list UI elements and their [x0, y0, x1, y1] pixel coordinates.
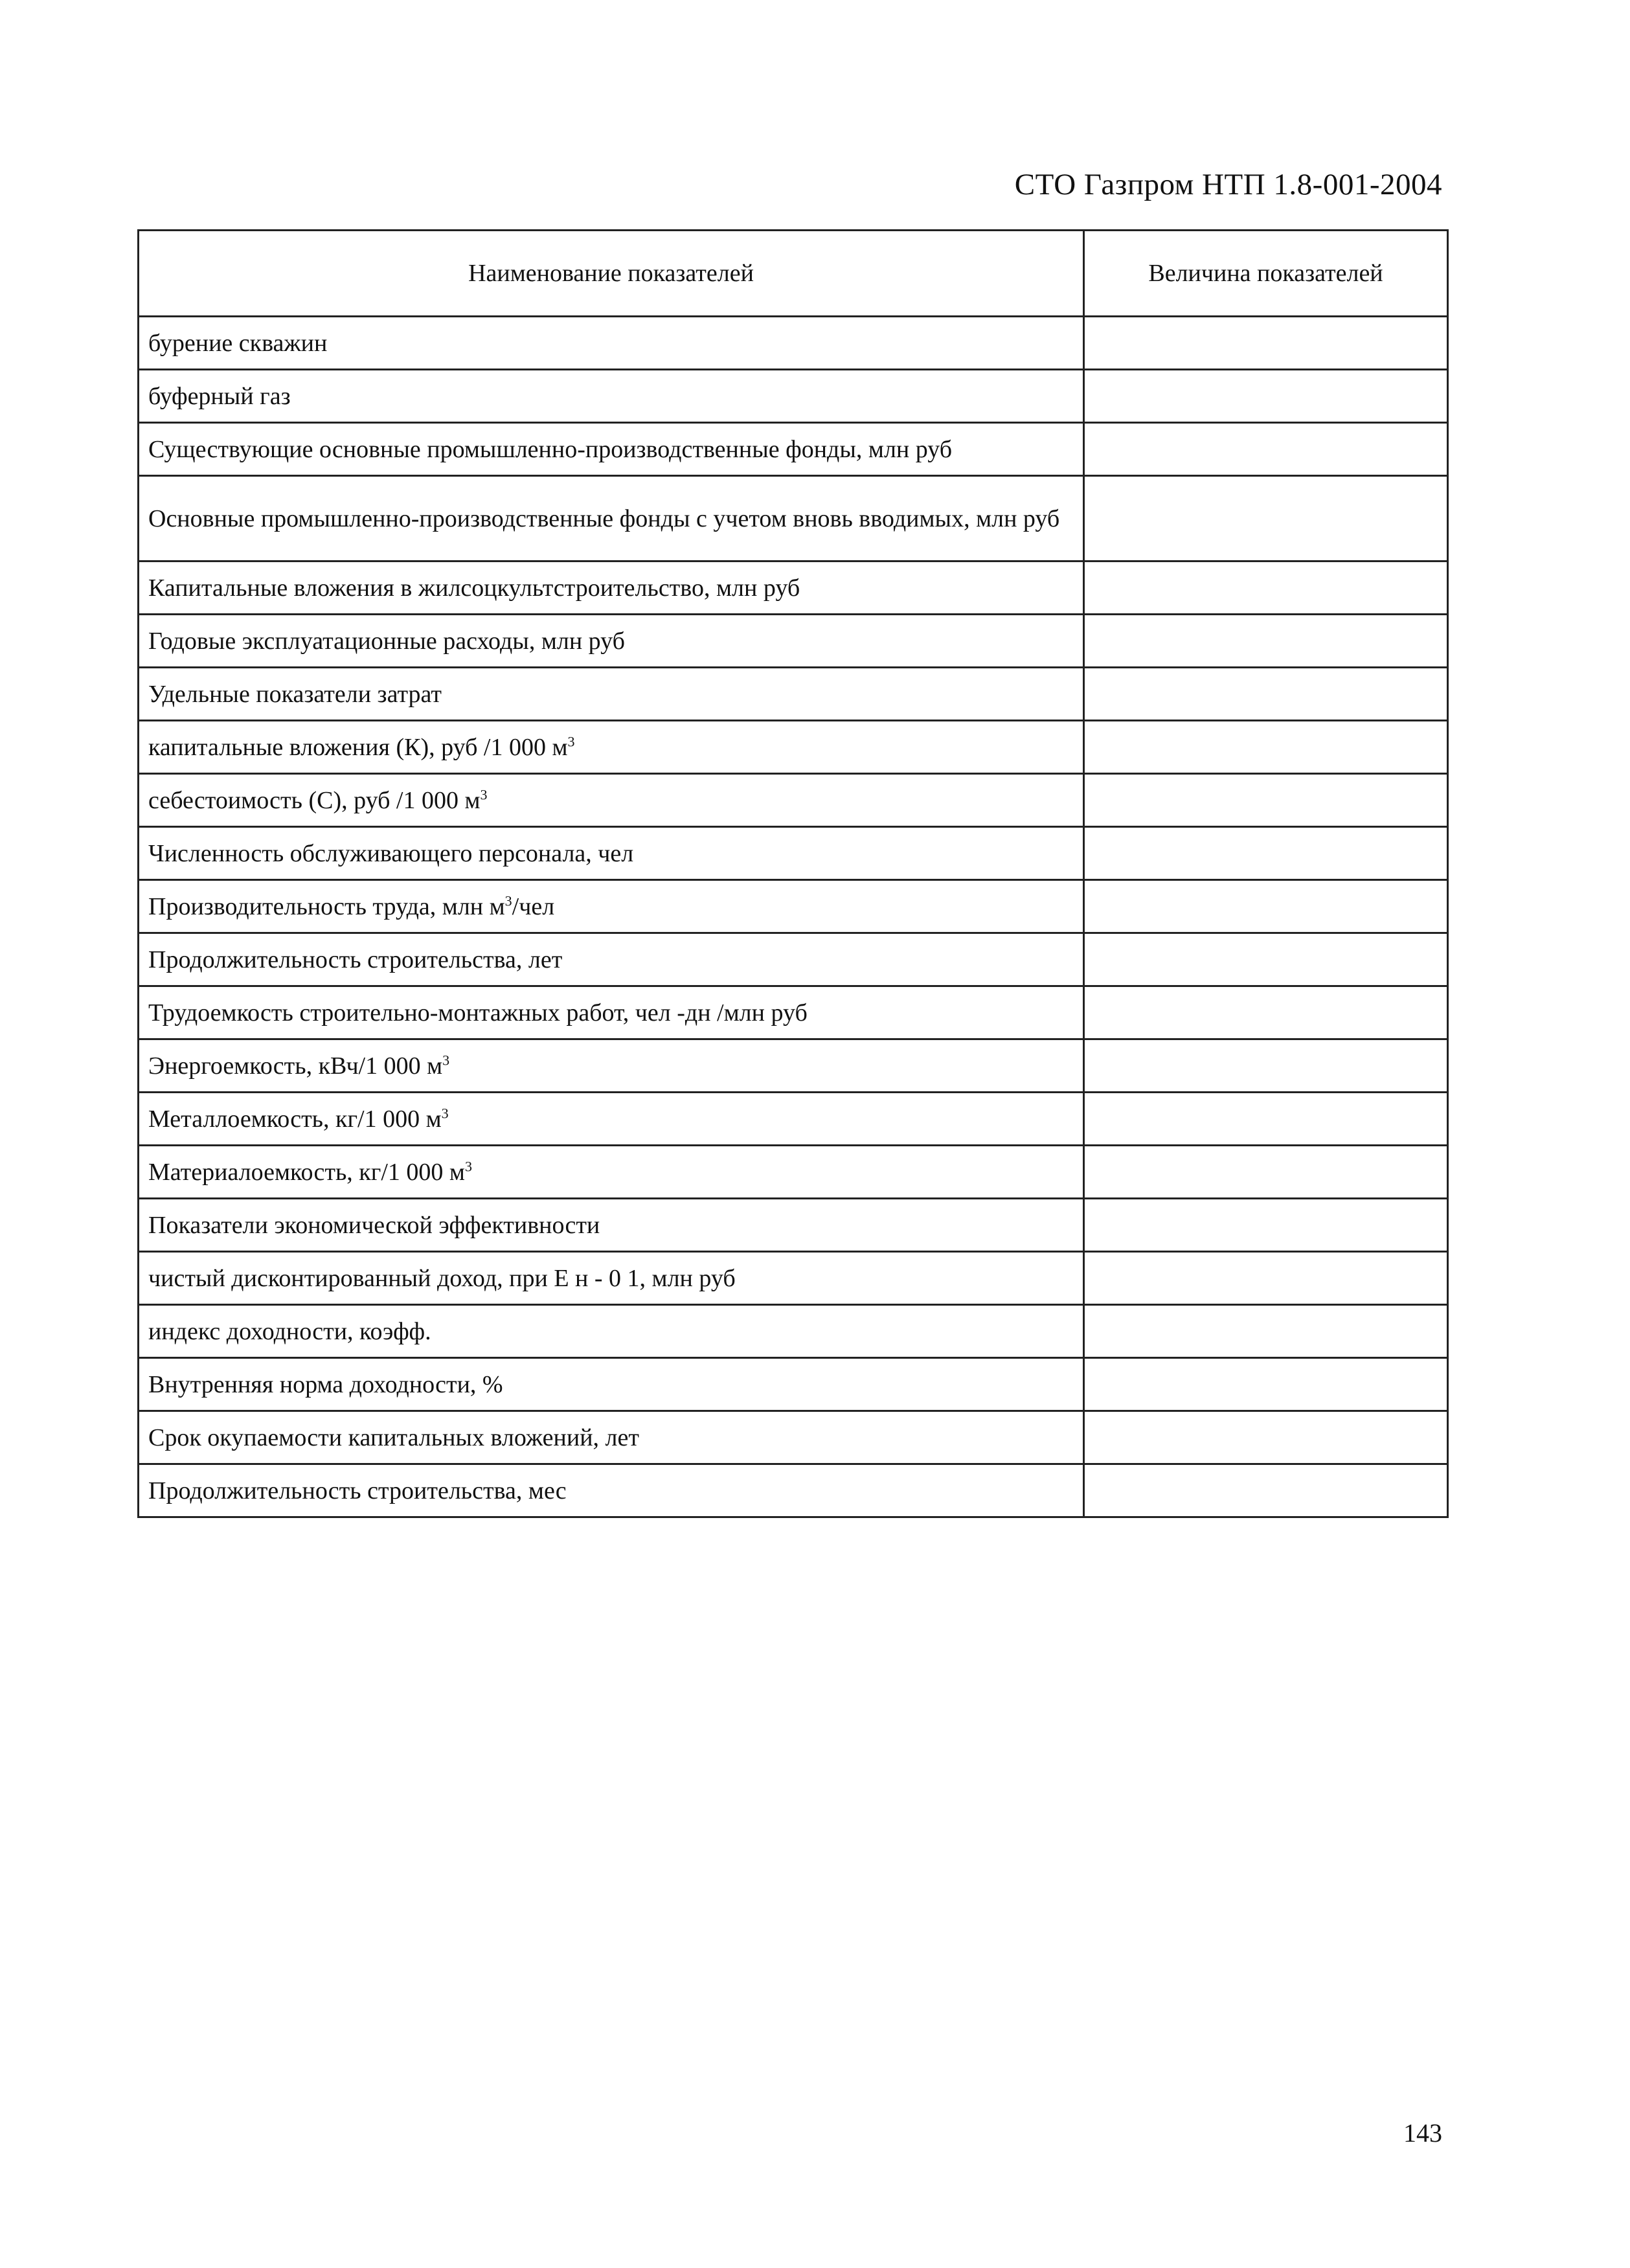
- indicator-value-cell[interactable]: [1084, 1305, 1448, 1358]
- unit-exponent: 3: [480, 786, 488, 802]
- indicator-name-cell: [139, 317, 1084, 370]
- table-row: [139, 370, 1448, 423]
- table-row: [139, 986, 1448, 1039]
- indicator-name: чистый дисконтированный доход, при Е н - 0 1, млн руб: [148, 1264, 736, 1292]
- indicator-name-cell: [139, 1305, 1084, 1358]
- table-row: [139, 1358, 1448, 1411]
- table-row: [139, 1252, 1448, 1305]
- indicator-name: Продолжительность строительства, мес: [148, 1477, 567, 1504]
- indicator-name: Материалоемкость, кг/1 000 м: [148, 1158, 465, 1186]
- unit-exponent: 3: [464, 1157, 472, 1174]
- indicator-name: буферный газ: [148, 382, 291, 410]
- table-row: [139, 933, 1448, 986]
- indicator-value-cell[interactable]: [1084, 561, 1448, 615]
- indicator-value-cell[interactable]: [1084, 827, 1448, 880]
- indicator-name: Срок окупаемости капитальных вложений, лет: [148, 1423, 639, 1451]
- table-row: [139, 827, 1448, 880]
- table-row: [139, 1411, 1448, 1464]
- indicator-value-cell[interactable]: [1084, 880, 1448, 933]
- indicator-value-cell[interactable]: [1084, 721, 1448, 774]
- indicator-value-cell[interactable]: [1084, 1464, 1448, 1517]
- indicator-name-cell: [139, 1411, 1084, 1464]
- unit-exponent: 3: [442, 1051, 450, 1068]
- indicator-value-cell[interactable]: [1084, 986, 1448, 1039]
- indicator-name-cell: [139, 880, 1084, 933]
- indicator-name: Показатели экономической эффективности: [148, 1211, 600, 1239]
- table-row: [139, 721, 1448, 774]
- indicator-value-cell[interactable]: [1084, 423, 1448, 476]
- table-row: [139, 476, 1448, 561]
- indicator-name: индекс доходности, коэфф.: [148, 1317, 431, 1345]
- indicator-name: Удельные показатели затрат: [148, 680, 442, 708]
- indicator-name-cell: [139, 986, 1084, 1039]
- table-row: [139, 1039, 1448, 1093]
- table-row: [139, 317, 1448, 370]
- indicators-table-container: [137, 229, 1447, 1518]
- indicator-name-cell: [139, 1093, 1084, 1146]
- indicator-value-cell[interactable]: [1084, 1146, 1448, 1199]
- table-row: [139, 561, 1448, 615]
- unit-exponent: 3: [441, 1104, 449, 1121]
- indicator-name: Годовые эксплуатационные расходы, млн руб: [148, 627, 625, 655]
- indicator-value-cell[interactable]: [1084, 615, 1448, 668]
- indicator-name: Металлоемкость, кг/1 000 м: [148, 1105, 442, 1133]
- indicator-name: бурение скважин: [148, 329, 328, 357]
- indicator-name: Трудоемкость строительно-монтажных работ, чел -дн /млн руб: [148, 999, 808, 1026]
- indicator-name-cell: [139, 1358, 1084, 1411]
- indicator-value-cell[interactable]: [1084, 668, 1448, 721]
- table-row: [139, 1464, 1448, 1517]
- indicators-table: [137, 229, 1449, 1518]
- indicator-value-cell[interactable]: [1084, 1411, 1448, 1464]
- page-number: 143: [1403, 2118, 1442, 2148]
- indicator-name: Основные промышленно-производственные фонды с учетом вновь вводимых, млн руб: [148, 505, 1060, 532]
- indicator-name-cell: [139, 774, 1084, 827]
- indicator-name-cell: [139, 668, 1084, 721]
- indicator-value-cell[interactable]: [1084, 1252, 1448, 1305]
- indicator-name-cell: [139, 1464, 1084, 1517]
- indicator-value-cell[interactable]: [1084, 1358, 1448, 1411]
- indicator-value-cell[interactable]: [1084, 317, 1448, 370]
- indicator-value-cell[interactable]: [1084, 1199, 1448, 1252]
- indicator-name: Энергоемкость, кВч/1 000 м: [148, 1052, 443, 1080]
- indicator-name-cell: [139, 933, 1084, 986]
- indicator-name-cell: [139, 370, 1084, 423]
- indicator-name: Существующие основные промышленно-производственные фонды, млн руб: [148, 435, 953, 463]
- column-header-name: Наименование показателей: [139, 231, 1084, 317]
- indicator-name-cell: [139, 1039, 1084, 1093]
- indicator-value-cell[interactable]: [1084, 774, 1448, 827]
- document-code: СТО Газпром НТП 1.8-001-2004: [1014, 168, 1442, 201]
- table-body: [139, 317, 1448, 1517]
- unit-exponent: 3: [567, 732, 575, 749]
- table-row: [139, 668, 1448, 721]
- indicator-name-cell: [139, 1199, 1084, 1252]
- indicator-name: Производительность труда, млн м: [148, 892, 505, 920]
- indicator-name-cell: [139, 423, 1084, 476]
- table-row: [139, 1093, 1448, 1146]
- indicator-name-cell: [139, 1146, 1084, 1199]
- indicator-name: Капитальные вложения в жилсоцкультстроительство, млн руб: [148, 574, 800, 602]
- table-row: [139, 1305, 1448, 1358]
- indicator-value-cell[interactable]: [1084, 476, 1448, 561]
- indicator-value-cell[interactable]: [1084, 1039, 1448, 1093]
- indicator-name-cell: [139, 476, 1084, 561]
- indicator-value-cell[interactable]: [1084, 933, 1448, 986]
- table-row: [139, 1146, 1448, 1199]
- indicator-name-cell: [139, 721, 1084, 774]
- unit-exponent: 3: [504, 892, 512, 909]
- indicator-name-cell: [139, 561, 1084, 615]
- indicator-value-cell[interactable]: [1084, 1093, 1448, 1146]
- indicator-name: капитальные вложения (К), руб /1 000 м: [148, 733, 568, 761]
- column-header-value: Величина показателей: [1084, 231, 1448, 317]
- indicator-name-cell: [139, 615, 1084, 668]
- indicator-name-suffix: /чел: [512, 892, 555, 920]
- table-row: [139, 615, 1448, 668]
- table-header-row: [139, 231, 1448, 317]
- indicator-value-cell[interactable]: [1084, 370, 1448, 423]
- table-row: [139, 774, 1448, 827]
- table-row: [139, 423, 1448, 476]
- table-row: [139, 880, 1448, 933]
- indicator-name-cell: [139, 827, 1084, 880]
- indicator-name: Численность обслуживающего персонала, чел: [148, 839, 634, 867]
- indicator-name-cell: [139, 1252, 1084, 1305]
- indicator-name: себестоимость (С), руб /1 000 м: [148, 786, 481, 814]
- indicator-name: Продолжительность строительства, лет: [148, 946, 563, 973]
- indicator-name: Внутренняя норма доходности, %: [148, 1370, 503, 1398]
- table-row: [139, 1199, 1448, 1252]
